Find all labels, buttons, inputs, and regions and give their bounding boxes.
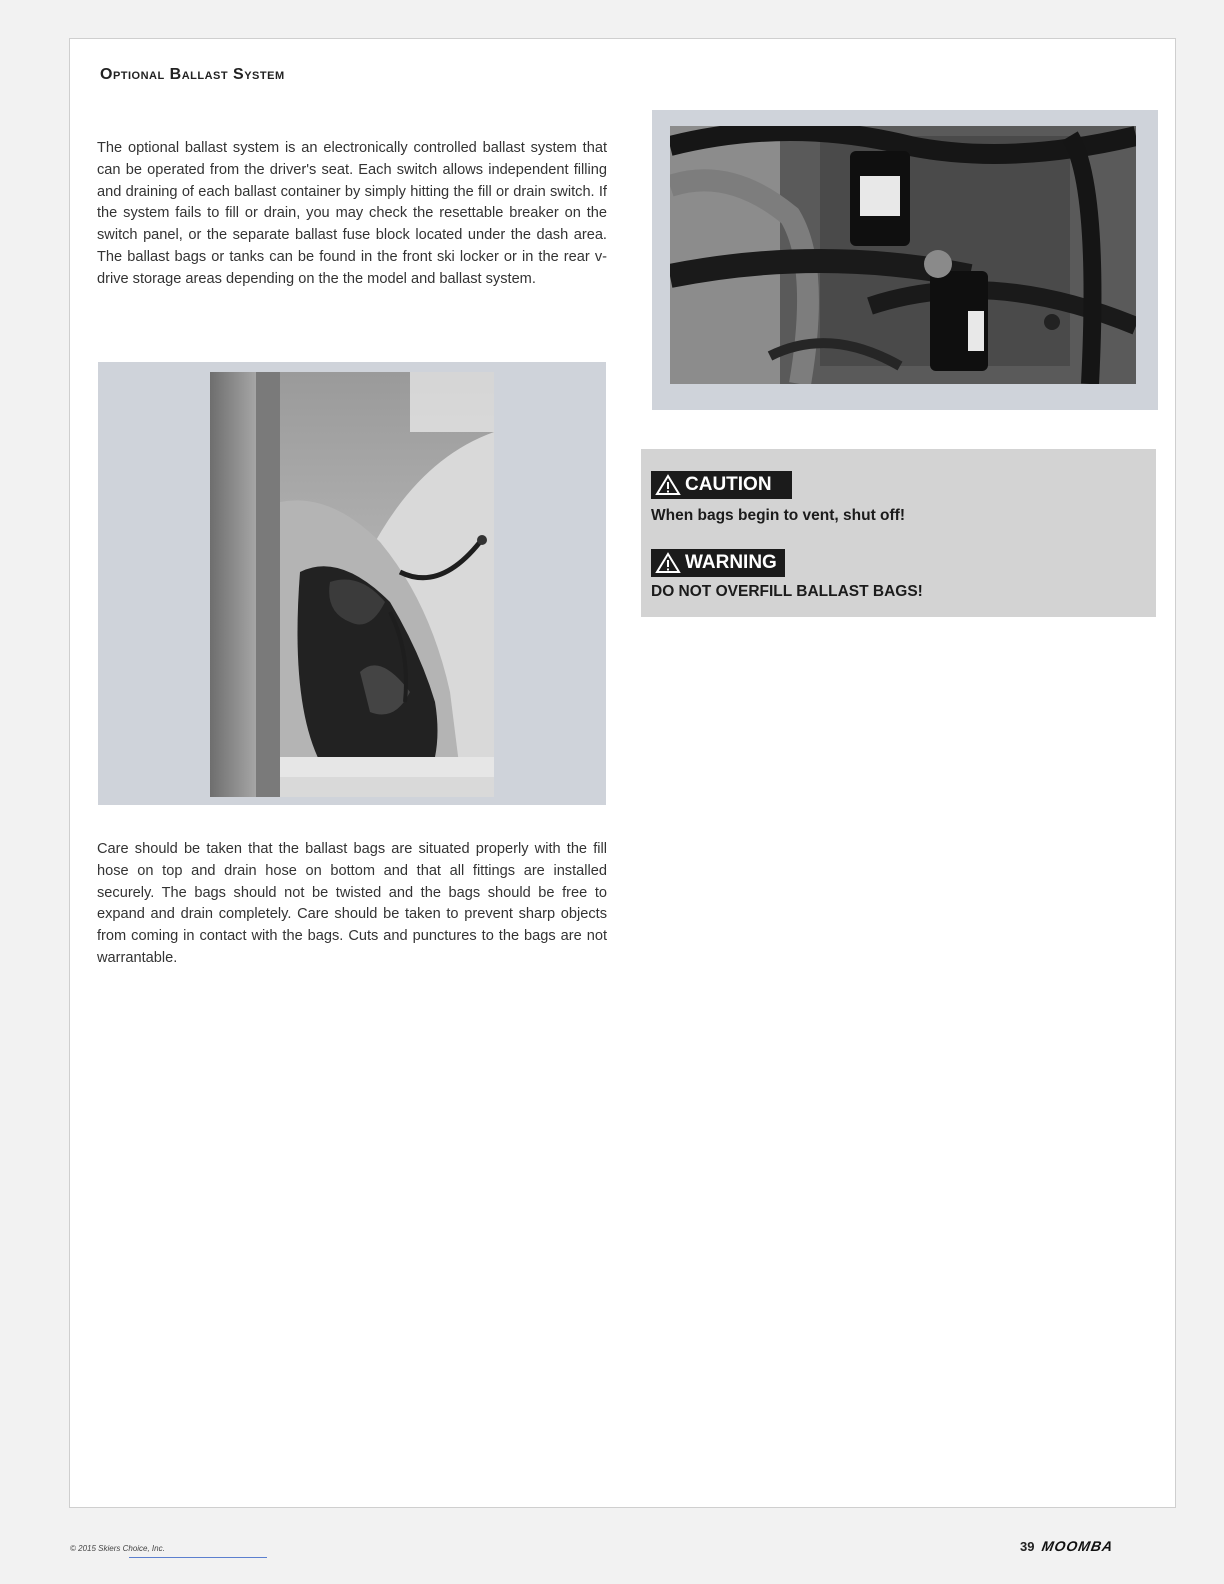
warning-text: DO NOT OVERFILL BALLAST BAGS! — [651, 583, 923, 600]
intro-paragraph: The optional ballast system is an electronically controlled ballast system that can be operated from the driver's seat. Each switch allows independent filling and draining of each ballast container by simply hitting the fill or drain switch. If the system fails to fill or drain, you may check the resettable breaker on the switch panel, or the separate ballast fuse block located under the dash area. The ballast bags or tanks can be found in the front ski locker or in the rear v-drive storage areas depending on the the model and ballast system. — [97, 140, 607, 287]
caution-badge — [651, 471, 792, 499]
ballast-bag-illustration — [210, 372, 494, 797]
warning-triangle-icon — [655, 474, 681, 496]
caution-label: CAUTION — [685, 474, 772, 495]
care-paragraph: Care should be taken that the ballast bags are situated properly with the fill hose on top and drain hose on bottom and that all fittings are installed securely. The bags should not be twisted and the bags should be free to expand and drain completely. Care should be taken to prevent sharp objects from coming in contact with the bags. Cuts and punctures to the bags are not warrantable. — [97, 841, 607, 966]
warning-label: WARNING — [685, 552, 777, 573]
warning-badge — [651, 549, 785, 577]
link-underline[interactable] — [129, 1557, 267, 1558]
ballast-bag-photo-frame — [210, 372, 494, 797]
page-footer-right — [1020, 1538, 1114, 1554]
safety-notice-box — [641, 449, 1156, 617]
page-number: 39 — [1020, 1538, 1035, 1554]
caution-text: When bags begin to vent, shut off! — [651, 507, 906, 524]
ballast-pump-photo — [652, 110, 1158, 410]
copyright-footer: © 2015 Skiers Choice, Inc. — [70, 1544, 165, 1553]
warning-triangle-icon — [655, 552, 681, 574]
ballast-pump-illustration — [670, 126, 1136, 384]
brand-logo: MOOMBA — [1041, 1538, 1116, 1554]
section-title: Optional Ballast System — [100, 66, 285, 83]
ballast-bag-photo — [98, 362, 606, 805]
